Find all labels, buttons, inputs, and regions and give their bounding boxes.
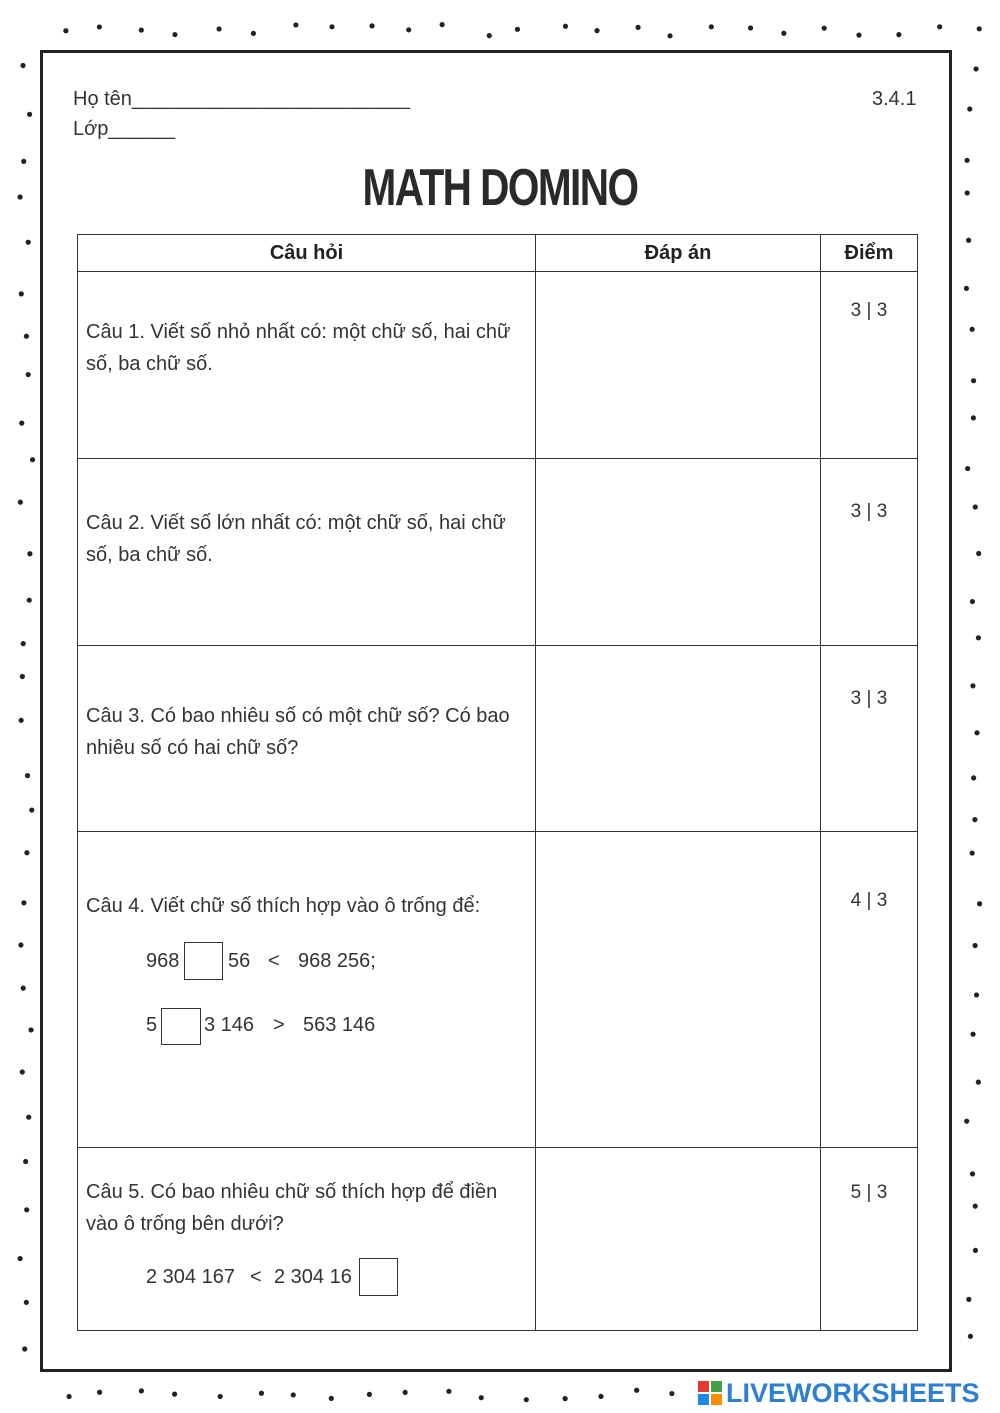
- score-value: 3 | 3: [850, 501, 888, 522]
- logo-square-red: [698, 1381, 709, 1392]
- expr-right-digits: 3 146: [204, 1014, 255, 1036]
- expr-left-digits: 968: [146, 950, 180, 972]
- expr-right-digits: 56: [228, 950, 251, 972]
- score-cell: [821, 1148, 918, 1331]
- question-text: Câu 4. Viết chữ số thích hợp vào ô trống để:: [86, 895, 481, 917]
- answer-cell[interactable]: [536, 1148, 821, 1331]
- score-value: 4 | 3: [850, 890, 888, 911]
- expr-compare-value: 563 146: [303, 1014, 376, 1036]
- table-row: [78, 1148, 918, 1331]
- expr-left-digits: 5: [146, 1014, 158, 1036]
- logo-text: LIVEWORKSHEETS: [726, 1377, 980, 1408]
- answer-cell[interactable]: [536, 459, 821, 646]
- blank-digit-box[interactable]: [161, 1008, 201, 1045]
- expr-left-digits: 2 304 16: [274, 1266, 352, 1288]
- table-header-row: [78, 235, 918, 272]
- answer-cell[interactable]: [536, 646, 821, 832]
- logo-square-green: [711, 1381, 722, 1392]
- question-cell: [78, 272, 536, 459]
- question-text: Câu 1. Viết số nhỏ nhất có: một chữ số, hai chữ số, ba chữ số.: [86, 321, 511, 375]
- question-cell: [78, 459, 536, 646]
- question-text: Câu 5. Có bao nhiêu chữ số thích hợp để điền vào ô trống bên dưới?: [86, 1181, 498, 1235]
- logo-icon: [698, 1381, 722, 1405]
- question-cell: [78, 646, 536, 832]
- score-value: 3 | 3: [850, 300, 888, 321]
- page-title: MATH DOMINO: [362, 159, 638, 217]
- comparison-operator: <: [268, 950, 280, 972]
- score-cell: [821, 646, 918, 832]
- class-field-label: Lớp______: [73, 118, 176, 140]
- table-row: [78, 459, 918, 646]
- comparison-operator: >: [273, 1014, 285, 1036]
- question-text: Câu 2. Viết số lớn nhất có: một chữ số, hai chữ số, ba chữ số.: [86, 512, 506, 566]
- comparison-expression: [78, 1258, 535, 1298]
- score-value: 3 | 3: [850, 688, 888, 709]
- comparison-operator: <: [250, 1266, 262, 1288]
- blank-digit-box[interactable]: [359, 1258, 398, 1296]
- question-cell: [78, 1148, 536, 1331]
- question-text: Câu 3. Có bao nhiêu số có một chữ số? Có bao nhiêu số có hai chữ số?: [86, 705, 510, 759]
- score-cell: [821, 459, 918, 646]
- logo-square-blue: [698, 1394, 709, 1405]
- column-header-question: Câu hỏi: [78, 235, 536, 272]
- column-header-score: Điểm: [821, 235, 918, 272]
- expr-compare-value: 2 304 167: [146, 1266, 235, 1288]
- score-value: 5 | 3: [850, 1182, 888, 1203]
- score-cell: [821, 272, 918, 459]
- logo-square-orange: [711, 1394, 722, 1405]
- table-row: [78, 832, 918, 1148]
- table-row: [78, 646, 918, 832]
- column-header-answer: Đáp án: [536, 235, 821, 272]
- answer-cell[interactable]: [536, 832, 821, 1148]
- name-field-label: Họ tên_________________________: [73, 88, 411, 110]
- score-cell: [821, 832, 918, 1148]
- liveworksheets-logo[interactable]: [698, 1378, 980, 1408]
- expr-compare-value: 968 256;: [298, 950, 376, 972]
- worksheet-code: 3.4.1: [872, 88, 917, 110]
- blank-digit-box[interactable]: [184, 942, 223, 980]
- comparison-expression: [78, 1006, 535, 1046]
- comparison-expression: [78, 942, 535, 982]
- question-cell: [78, 832, 536, 1148]
- question-table: [77, 234, 918, 1331]
- answer-cell[interactable]: [536, 272, 821, 459]
- table-row: [78, 272, 918, 459]
